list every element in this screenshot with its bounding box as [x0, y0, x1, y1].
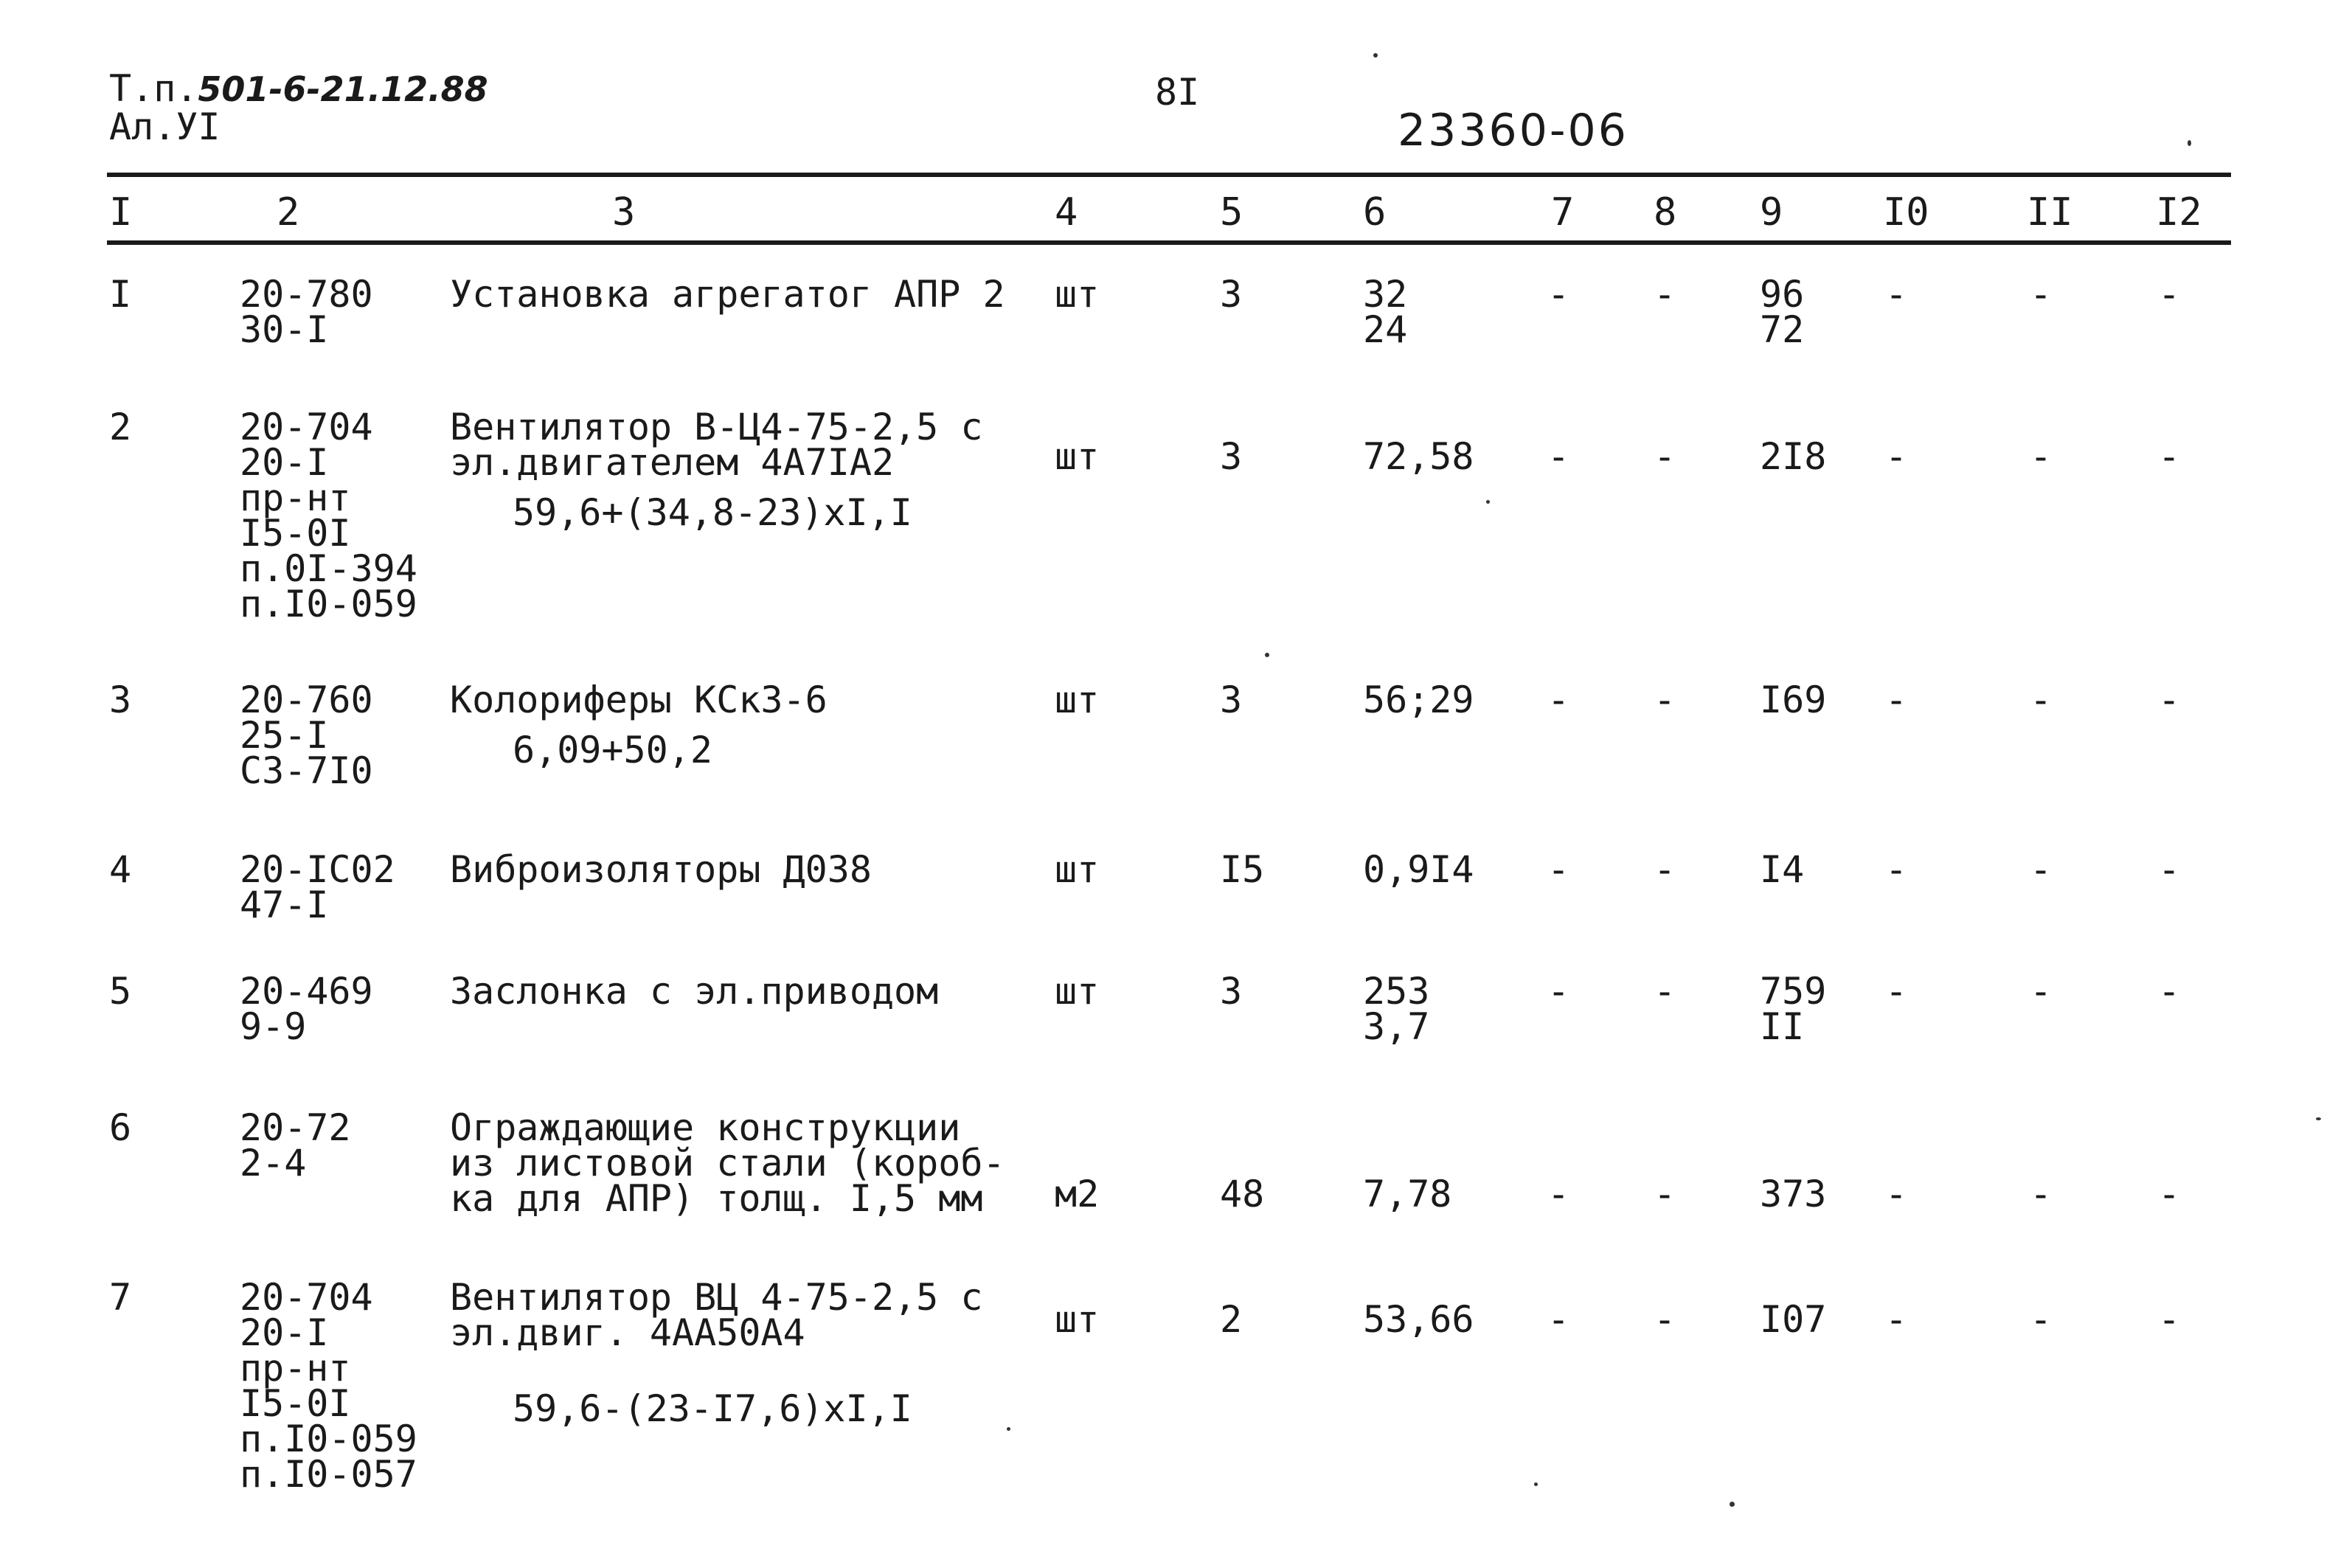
col10-dash: -	[1885, 848, 1908, 891]
rate-code: 20-780	[240, 273, 373, 316]
col-header-4: 4	[1055, 190, 1078, 235]
unit-price: 253	[1363, 970, 1430, 1013]
unit: шт	[1055, 970, 1100, 1013]
rate-code: 47-I	[240, 884, 329, 926]
col-header-12: I2	[2156, 190, 2202, 235]
col-header-11: II	[2027, 190, 2073, 235]
unit: шт	[1055, 273, 1100, 316]
price-formula: 59,6-(23-I7,6)xI,I	[513, 1387, 912, 1430]
archive-stamp: 23360-06	[1398, 105, 1628, 156]
row-number: 6	[109, 1106, 132, 1149]
col11-dash: -	[2030, 273, 2053, 316]
total-cost: 759	[1760, 970, 1827, 1013]
unit-price: 0,9I4	[1363, 848, 1474, 891]
page-number: 8I	[1155, 71, 1200, 114]
rate-code: СЗ-7I0	[240, 749, 373, 792]
col12-dash: -	[2158, 970, 2181, 1013]
col-header-5: 5	[1220, 190, 1243, 235]
quantity: 3	[1220, 435, 1243, 478]
row-number: 3	[109, 679, 132, 721]
scan-speck	[1730, 1502, 1735, 1507]
rate-code: 9-9	[240, 1005, 307, 1048]
col-header-1: I	[109, 190, 133, 235]
unit: шт	[1055, 679, 1100, 721]
quantity: I5	[1220, 848, 1265, 891]
quantity: 3	[1220, 679, 1243, 721]
sheet-label: Ал.УI	[109, 105, 221, 148]
col11-dash: -	[2030, 970, 2053, 1013]
col-header-6: 6	[1363, 190, 1387, 235]
unit: м2	[1055, 1173, 1100, 1215]
item-name: Вентилятор В-Ц4-75-2,5 с	[450, 406, 983, 448]
price-formula: 59,6+(34,8-23)xI,I	[513, 491, 912, 534]
total-cost: II	[1760, 1005, 1805, 1048]
scan-speck	[1373, 53, 1378, 58]
col-header-7: 7	[1551, 190, 1575, 235]
unit-price: 3,7	[1363, 1005, 1430, 1048]
col11-dash: -	[2030, 435, 2053, 478]
col12-dash: -	[2158, 848, 2181, 891]
rate-code: п.I0-057	[240, 1453, 417, 1496]
col10-dash: -	[1885, 273, 1908, 316]
col11-dash: -	[2030, 679, 2053, 721]
rate-code: 20-IС02	[240, 848, 395, 891]
col-header-8: 8	[1654, 190, 1677, 235]
scan-speck	[1265, 653, 1269, 657]
total-cost: I07	[1760, 1298, 1827, 1341]
scan-speck	[1007, 1427, 1010, 1431]
scan-speck	[1534, 1482, 1538, 1486]
total-cost: 96	[1760, 273, 1805, 316]
item-name: ка для АПР) толщ. I,5 мм	[450, 1177, 983, 1220]
col10-dash: -	[1885, 1298, 1908, 1341]
item-name: Виброизоляторы Д038	[450, 848, 872, 891]
rate-code: 2-4	[240, 1142, 307, 1184]
rate-code: 20-760	[240, 679, 373, 721]
rate-code: I5-0I	[240, 512, 351, 555]
total-cost: I69	[1760, 679, 1827, 721]
col8-dash: -	[1654, 1173, 1676, 1215]
col-header-10: I0	[1883, 190, 1929, 235]
col8-dash: -	[1654, 273, 1676, 316]
unit-price: 72,58	[1363, 435, 1474, 478]
item-name: Колориферы КСк3-6	[450, 679, 828, 721]
item-name: эл.двиг. 4АА50А4	[450, 1311, 805, 1354]
unit-price: 7,78	[1363, 1173, 1452, 1215]
row-number: 4	[109, 848, 132, 891]
col7-dash: -	[1547, 1298, 1570, 1341]
scan-speck	[2316, 1117, 2321, 1120]
col11-dash: -	[2030, 1298, 2053, 1341]
col12-dash: -	[2158, 435, 2181, 478]
unit: шт	[1055, 848, 1100, 891]
unit-price: 56;29	[1363, 679, 1474, 721]
col7-dash: -	[1547, 1173, 1570, 1215]
item-name: Вентилятор ВЦ 4-75-2,5 с	[450, 1276, 983, 1319]
doc-prefix: Т.п.	[109, 67, 198, 110]
col10-dash: -	[1885, 1173, 1908, 1215]
rate-code: 30-I	[240, 308, 329, 351]
col-header-3: 3	[612, 190, 636, 235]
rate-code: пр-нт	[240, 476, 351, 519]
rate-code: 25-I	[240, 714, 329, 757]
total-cost: 72	[1760, 308, 1805, 351]
scan-speck	[2188, 140, 2191, 146]
rate-code: 20-I	[240, 1311, 329, 1354]
item-name: эл.двигателем 4А7IА2	[450, 441, 895, 484]
doc-number: 501-6-21.12.88	[198, 69, 488, 109]
unit: шт	[1055, 435, 1100, 478]
col11-dash: -	[2030, 1173, 2053, 1215]
quantity: 3	[1220, 970, 1243, 1013]
col10-dash: -	[1885, 970, 1908, 1013]
col8-dash: -	[1654, 679, 1676, 721]
unit-price: 32	[1363, 273, 1408, 316]
rate-code: 20-704	[240, 1276, 373, 1319]
col10-dash: -	[1885, 435, 1908, 478]
col8-dash: -	[1654, 848, 1676, 891]
col12-dash: -	[2158, 679, 2181, 721]
col8-dash: -	[1654, 435, 1676, 478]
scan-speck	[1486, 500, 1490, 504]
total-cost: 373	[1760, 1173, 1827, 1215]
quantity: 3	[1220, 273, 1243, 316]
rate-code: п.0I-394	[240, 547, 417, 590]
table-top-rule	[107, 173, 2231, 177]
col-header-9: 9	[1760, 190, 1783, 235]
row-number: 7	[109, 1276, 132, 1319]
col7-dash: -	[1547, 273, 1570, 316]
col-header-2: 2	[277, 190, 300, 235]
col10-dash: -	[1885, 679, 1908, 721]
quantity: 48	[1220, 1173, 1265, 1215]
item-name: Заслонка с эл.приводом	[450, 970, 939, 1013]
rate-code: 20-704	[240, 406, 373, 448]
item-name: Ограждающие конструкции	[450, 1106, 961, 1149]
col12-dash: -	[2158, 1173, 2181, 1215]
rate-code: пр-нт	[240, 1347, 351, 1390]
col7-dash: -	[1547, 848, 1570, 891]
table-header-rule	[107, 240, 2231, 245]
quantity: 2	[1220, 1298, 1243, 1341]
rate-code: п.I0-059	[240, 1418, 417, 1460]
col7-dash: -	[1547, 435, 1570, 478]
total-cost: I4	[1760, 848, 1805, 891]
rate-code: 20-I	[240, 441, 329, 484]
row-number: 2	[109, 406, 132, 448]
item-name: из листовой стали (короб-	[450, 1142, 1005, 1184]
total-cost: 2I8	[1760, 435, 1827, 478]
col12-dash: -	[2158, 273, 2181, 316]
rate-code: 20-72	[240, 1106, 351, 1149]
col7-dash: -	[1547, 970, 1570, 1013]
col7-dash: -	[1547, 679, 1570, 721]
row-number: 5	[109, 970, 132, 1013]
unit: шт	[1055, 1298, 1100, 1341]
rate-code: 20-469	[240, 970, 373, 1013]
rate-code: п.I0-059	[240, 583, 417, 625]
item-name: Установка агрегатог АПР 2	[450, 273, 1005, 316]
col11-dash: -	[2030, 848, 2053, 891]
col12-dash: -	[2158, 1298, 2181, 1341]
price-formula: 6,09+50,2	[513, 729, 712, 771]
col8-dash: -	[1654, 1298, 1676, 1341]
doc-reference	[109, 67, 488, 110]
unit-price: 53,66	[1363, 1298, 1474, 1341]
row-number: I	[109, 273, 132, 316]
rate-code: I5-0I	[240, 1382, 351, 1425]
unit-price: 24	[1363, 308, 1408, 351]
col8-dash: -	[1654, 970, 1676, 1013]
